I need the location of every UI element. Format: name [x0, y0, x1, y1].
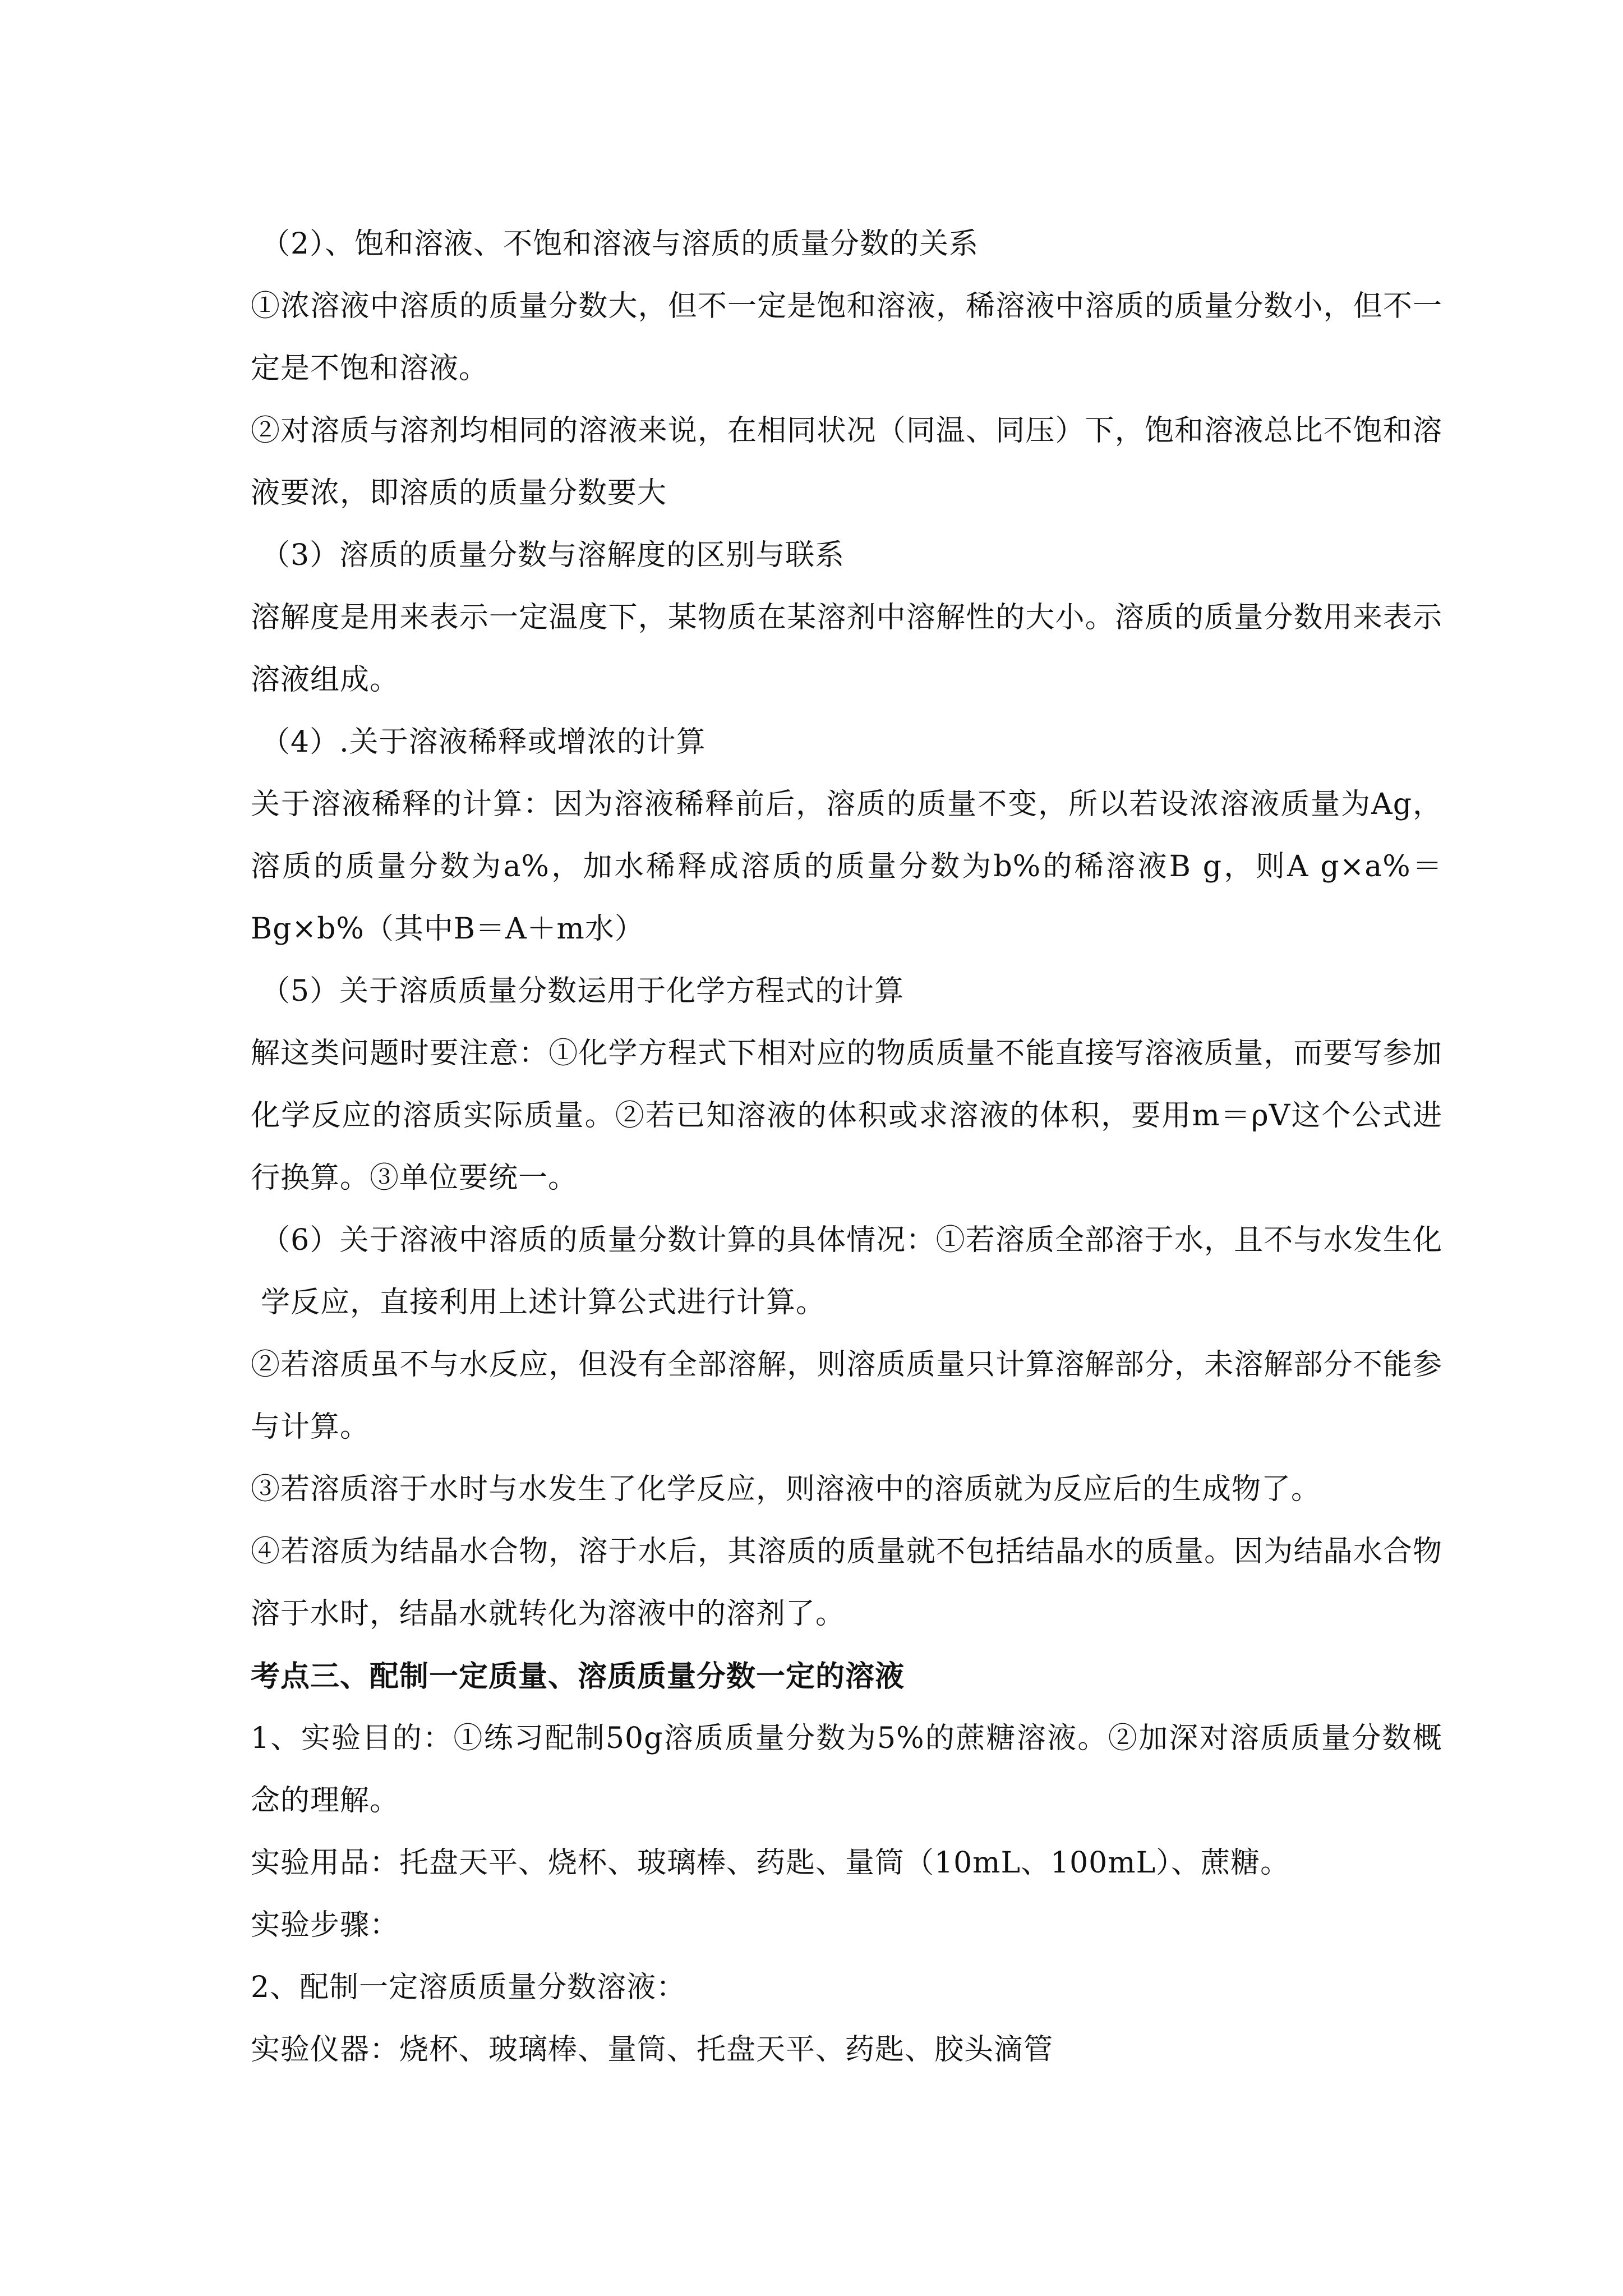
section-heading-dilution-calculation: （4）.关于溶液稀释或增浓的计算 [261, 725, 706, 759]
paragraph-prepare-solution: 2、配制一定溶质质量分数溶液： [251, 1971, 686, 2004]
paragraph-case-hydrate: ④若溶质为结晶水合物，溶于水后，其溶质的质量就不包括结晶水的质量。因为结晶水合物溶于水时，结晶水就转化为溶液中的溶剂了。 [251, 1535, 1442, 1631]
section-heading-saturated-relation: （2）、饱和溶液、不饱和溶液与溶质的质量分数的关系 [261, 227, 979, 261]
paragraph-experiment-purpose: 1、实验目的：①练习配制50g溶质质量分数为5%的蔗糖溶液。②加深对溶质质量分数概念的理解。 [251, 1722, 1442, 1818]
paragraph-experiment-steps: 实验步骤： [251, 1908, 400, 1942]
paragraph-case-partial-dissolve: ②若溶质虽不与水反应，但没有全部溶解，则溶质质量只计算溶解部分，未溶解部分不能参与计算。 [251, 1348, 1442, 1444]
paragraph-dilution-formula: 关于溶液稀释的计算：因为溶液稀释前后，溶质的质量不变，所以若设浓溶液质量为Ag，溶质的质量分数为a%，加水稀释成溶质的质量分数为b%的稀溶液B g，则A g×a%＝Bg×b%（其中B＝A＋m水） [251, 788, 1442, 946]
paragraph-instruments: 实验仪器：烧杯、玻璃棒、量筒、托盘天平、药匙、胶头滴管 [251, 2033, 1054, 2067]
paragraph-case-reacts-with-water: ③若溶质溶于水时与水发生了化学反应，则溶液中的溶质就为反应后的生成物了。 [251, 1473, 1321, 1506]
paragraph-solubility-definition: 溶解度是用来表示一定温度下，某物质在某溶剂中溶解性的大小。溶质的质量分数用来表示溶液组成。 [251, 601, 1442, 697]
document-body [251, 213, 1442, 2081]
paragraph-equation-notes: 解这类问题时要注意：①化学方程式下相对应的物质质量不能直接写溶液质量，而要写参加化学反应的溶质实际质量。②若已知溶液的体积或求溶液的体积，要用m＝ρV这个公式进行换算。③单位要统一。 [251, 1037, 1442, 1195]
paragraph-experiment-materials: 实验用品：托盘天平、烧杯、玻璃棒、药匙、量筒（10mL、100mL）、蔗糖。 [251, 1846, 1290, 1880]
section-title-point-three: 考点三、配制一定质量、溶质质量分数一定的溶液 [251, 1659, 905, 1694]
section-heading-chemical-equation-calculation: （5）关于溶质质量分数运用于化学方程式的计算 [261, 974, 905, 1008]
paragraph-same-solute-solvent: ②对溶质与溶剂均相同的溶液来说，在相同状况（同温、同压）下，饱和溶液总比不饱和溶液要浓，即溶质的质量分数要大 [251, 414, 1442, 510]
section-heading-specific-cases: （6）关于溶液中溶质的质量分数计算的具体情况：①若溶质全部溶于水，且不与水发生化学反应，直接利用上述计算公式进行计算。 [261, 1223, 1442, 1319]
section-heading-fraction-vs-solubility: （3）溶质的质量分数与溶解度的区别与联系 [261, 539, 845, 572]
paragraph-concentrated-dilute: ①浓溶液中溶质的质量分数大，但不一定是饱和溶液，稀溶液中溶质的质量分数小，但不一定是不饱和溶液。 [251, 289, 1442, 385]
